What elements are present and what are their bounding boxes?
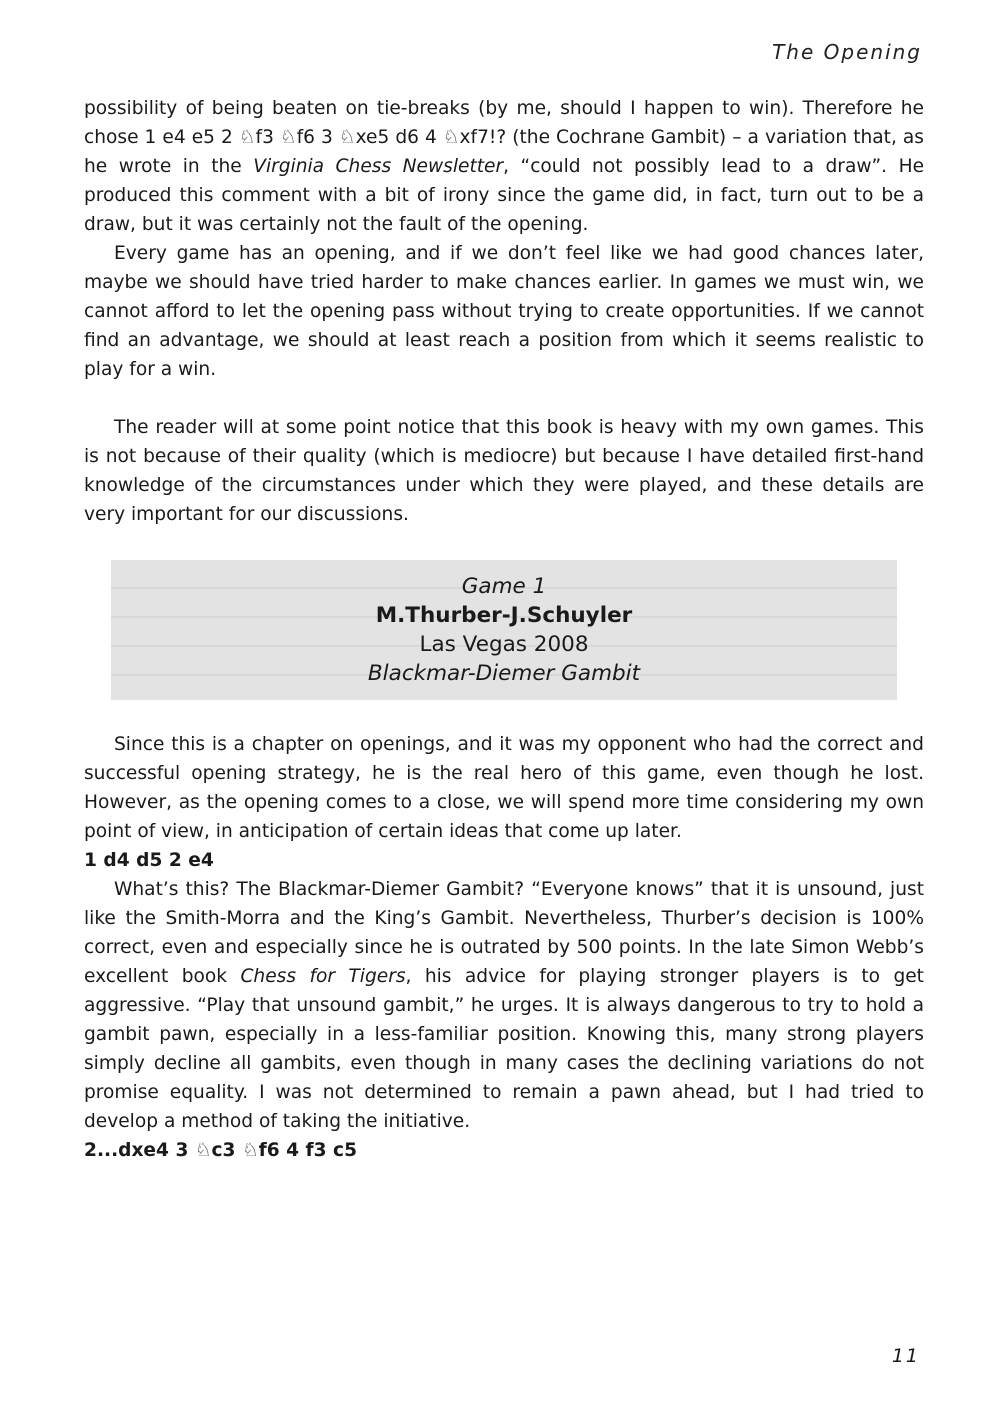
game-number: Game 1 <box>461 574 547 599</box>
page-number: 11 <box>891 1345 920 1367</box>
game-header-box <box>111 560 897 700</box>
paragraph-reader: The reader will at some point notice that this book is heavy with my own games. This is not because of their quality (which is mediocre) but because I have detailed first-hand knowledge of the circumstances under which they were played, and these details are very important for our discussions. <box>84 417 924 525</box>
game-event: Las Vegas 2008 <box>419 632 589 657</box>
paragraph-text: possibility of being beaten on tie-breaks (by me, should I happen to win). Therefore he chose 1 e4 e5 2 ♘f3 ♘f6 3 ♘xe5 d6 4 ♘xf7!? (the Cochrane Gambit) – a variation that, as he wrote in the <box>84 98 924 177</box>
page-body <box>84 94 924 1165</box>
paragraph-intro: Since this is a chapter on openings, and it was my opponent who had the correct and successful opening strategy, he is the real hero of this game, even though he lost. However, as the opening comes to a close, we will spend more time considering my own point of view, in anticipation of certain ideas that come up later. <box>84 734 924 842</box>
paragraph-text: What’s this? The Blackmar-Diemer Gambit? “Everyone knows” that it is unsound, just like the Smith-Morra and the King’s Gambit. Nevertheless, Thurber’s decision is 100% correct, even and especially since he is outrated by 500 points. In the late Simon Webb’s excellent book <box>84 879 924 987</box>
paragraph-every-game: Every game has an opening, and if we don’t feel like we had good chances later, maybe we should have tried harder to make chances earlier. In games we must win, we cannot afford to let the opening pass without trying to create opportunities. If we cannot find an advantage, we should at least reach a position from which it seems realistic to play for a win. <box>84 243 924 380</box>
running-head: The Opening <box>772 40 922 64</box>
moves-line-2: 2...dxe4 3 ♘c3 ♘f6 4 f3 c5 <box>84 1140 358 1161</box>
moves-line-1: 1 d4 d5 2 e4 <box>84 850 214 871</box>
paragraph-bdg <box>84 875 924 1136</box>
book-title: Chess for Tigers <box>240 966 406 987</box>
game-opening: Blackmar-Diemer Gambit <box>367 661 641 686</box>
paragraph-text: , his advice for playing stronger players is to get aggressive. “Play that unsound gambit,” he urges. It is always dangerous to try to hold a gambit pawn, especially in a less-familiar position. Knowing this, many strong players simply decline all gambits, even though in many cases the declining variations do not promise equality. I was not determined to remain a pawn ahead, but I had tried to develop a method of taking the initiative. <box>84 966 924 1132</box>
game-players: M.Thurber-J.Schuyler <box>375 603 633 628</box>
newsletter-title: Virginia Chess Newsletter <box>253 156 504 177</box>
paragraph-text: , “could not possibly lead to a draw”. He produced this comment with a bit of irony since the game did, in fact, turn out to be a draw, but it was certainly not the fault of the opening. <box>84 156 925 235</box>
paragraph-cochrane <box>84 94 924 239</box>
